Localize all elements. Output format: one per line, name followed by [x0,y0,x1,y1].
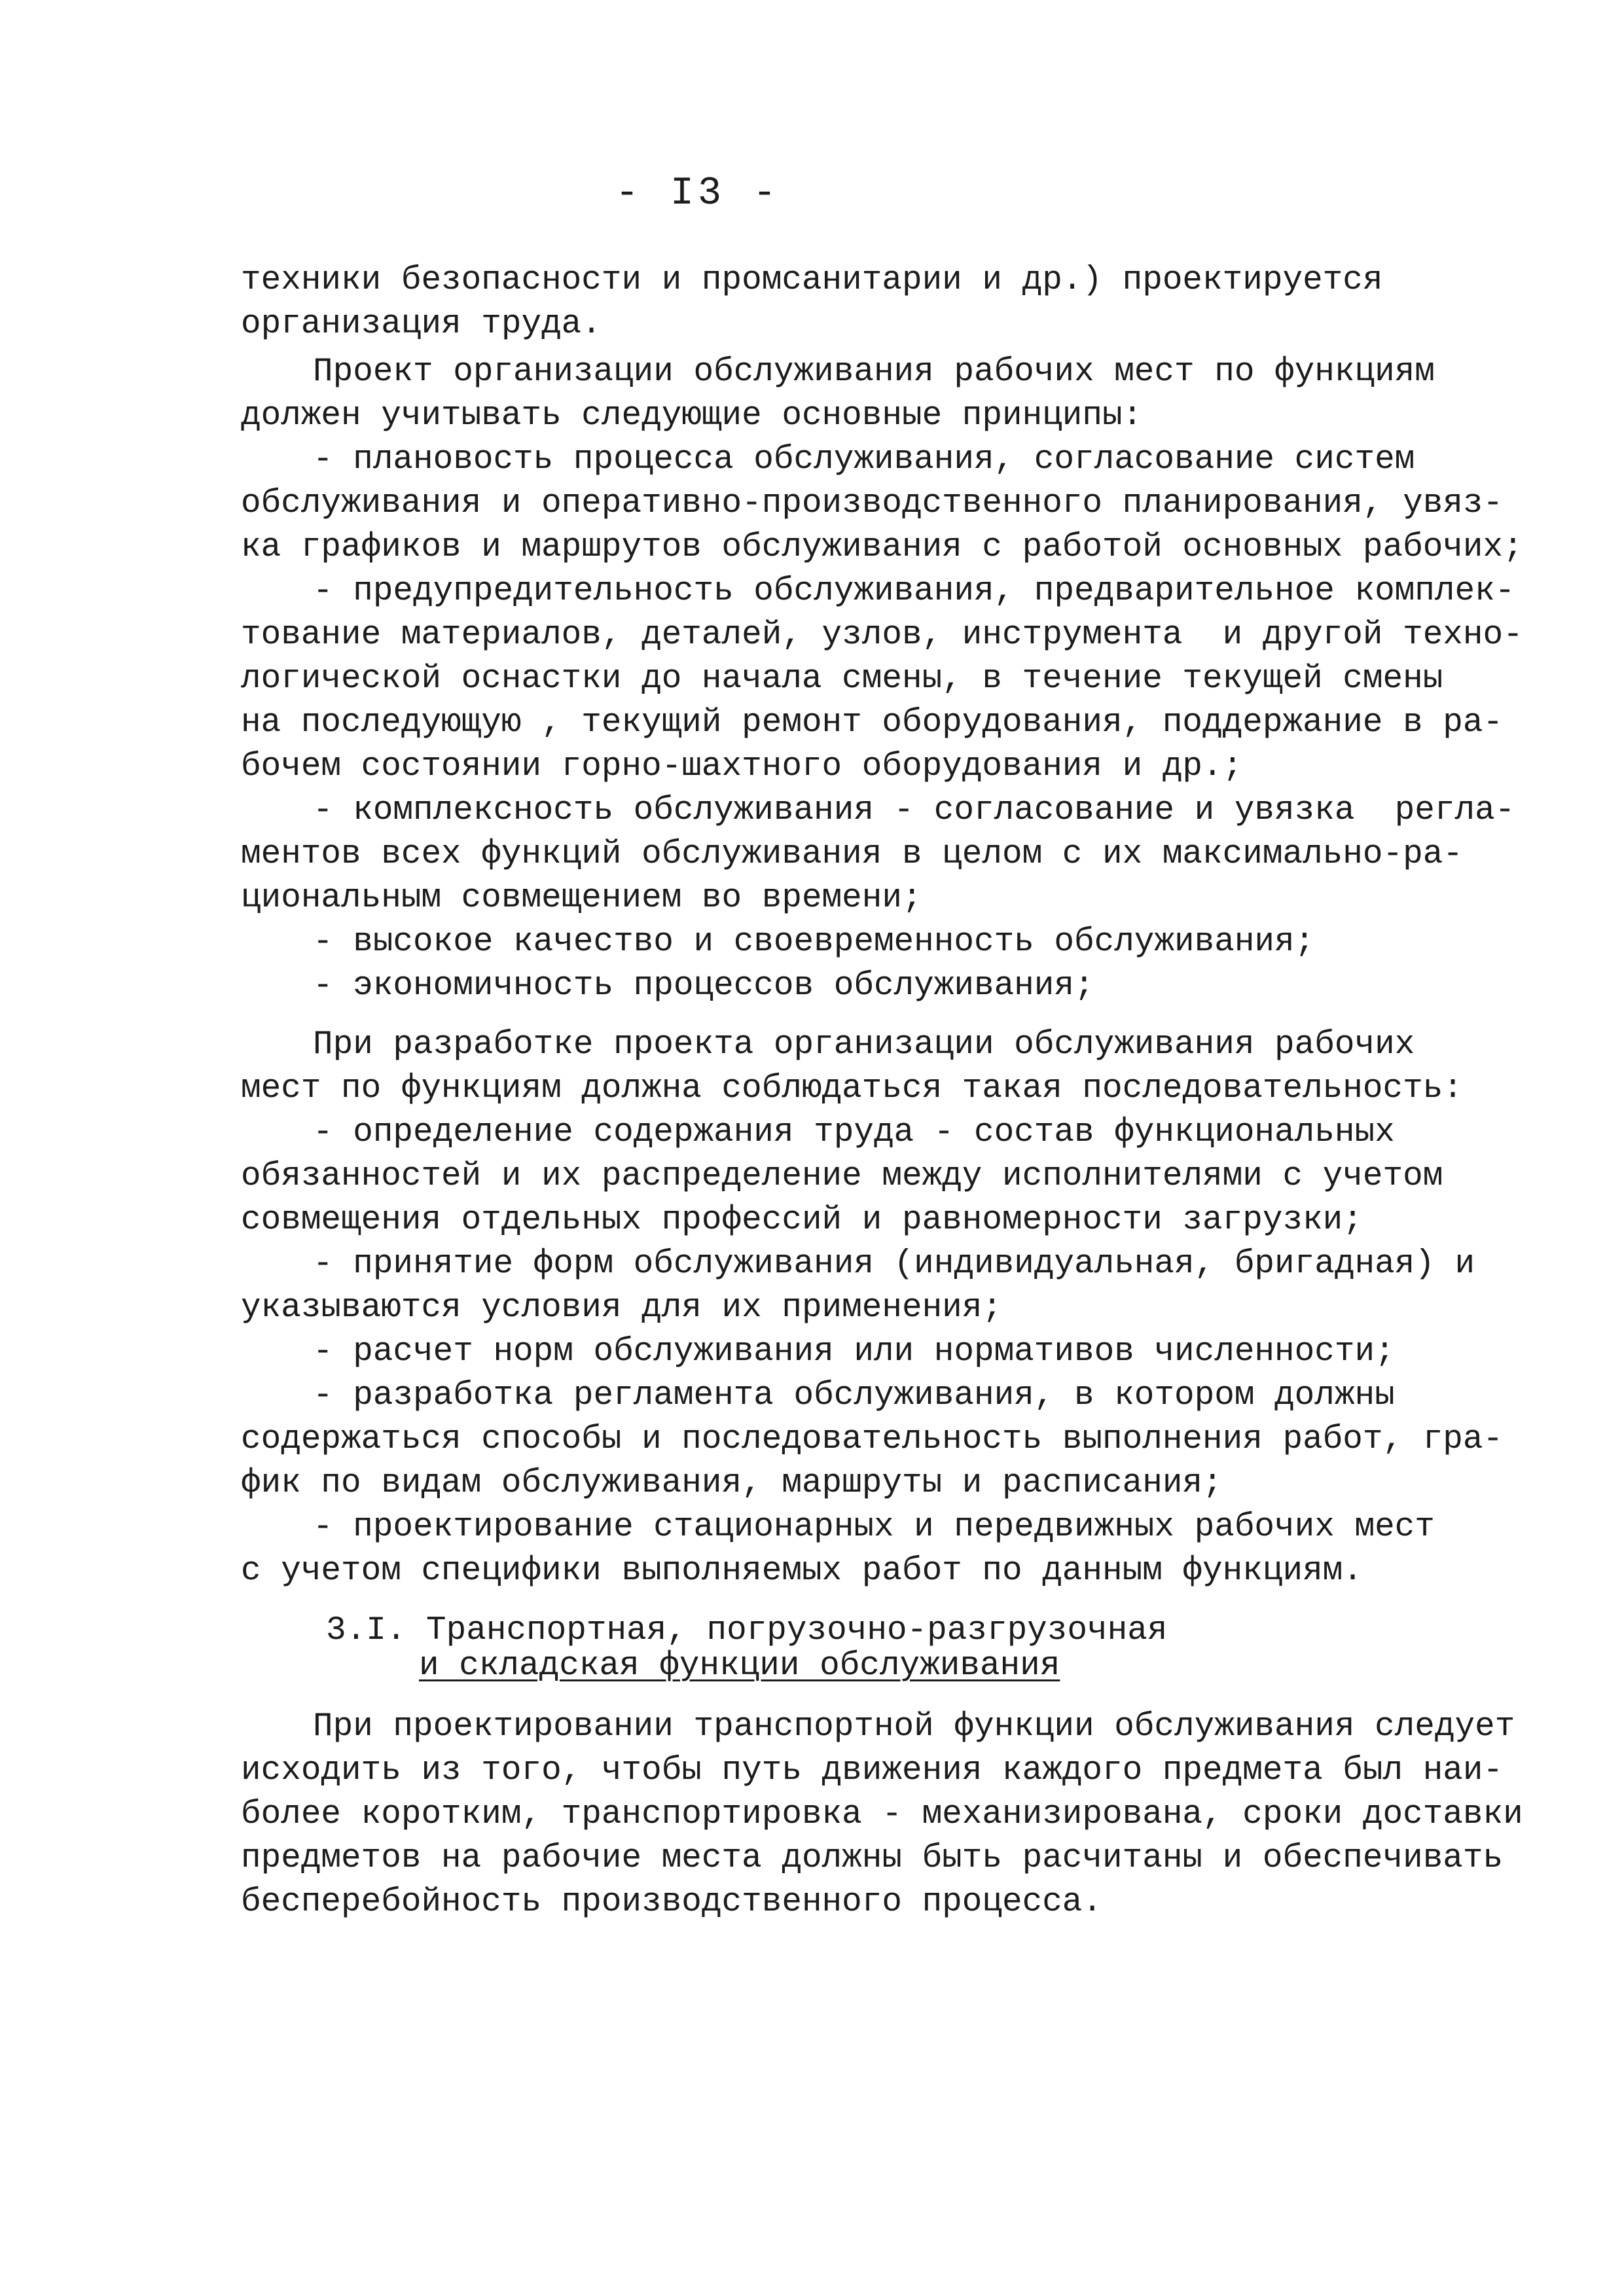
text-line: совмещения отдельных профессий и равномерности загрузки; [241,1202,1363,1239]
text-line: ка графиков и маршрутов обслуживания с работой основных рабочих; [241,529,1523,566]
text-line: обслуживания и оперативно-производственного планирования, увяз- [241,485,1504,522]
text-line: техники безопасности и промсанитарии и др.) проектируется [241,262,1383,299]
text-line: более коротким, транспортировка - механизирована, сроки доставки [241,1796,1523,1833]
page-number: - I3 - [615,171,781,216]
text-line: мест по функциям должна соблюдаться такая последовательность: [241,1070,1463,1107]
text-line: фик по видам обслуживания, маршруты и расписания; [241,1465,1223,1502]
text-line: обязанностей и их распределение между исполнителями с учетом [241,1158,1443,1195]
section-heading-line-1: 3.I. Транспортная, погрузочно-разгрузочная [326,1612,1168,1649]
list-item: - комплексность обслуживания - согласование и увязка регла- [313,792,1515,829]
list-item: - высокое качество и своевременность обслуживания; [313,924,1315,961]
list-item: - принятие форм обслуживания (индивидуальная, бригадная) и [313,1246,1475,1283]
text-line: с учетом специфики выполняемых работ по данным функциям. [241,1552,1363,1590]
section-heading-line-2: и складская функции обслуживания [419,1647,1060,1685]
text-line: указываются условия для их применения; [241,1289,1002,1327]
list-item: - определение содержания труда - состав функциональных [313,1114,1395,1151]
text-line: бесперебойность производственного процесса. [241,1884,1103,1921]
list-item: - экономичность процессов обслуживания; [313,967,1094,1005]
text-line: ментов всех функций обслуживания в целом с их максимально-ра- [241,836,1463,873]
list-item: - разработка регламента обслуживания, в котором должны [313,1377,1395,1414]
list-item: - проектирование стационарных и передвижных рабочих мест [313,1509,1435,1546]
text-line: предметов на рабочие места должны быть расчитаны и обеспечивать [241,1840,1504,1877]
text-line: содержаться способы и последовательность выполнения работ, гра- [241,1421,1504,1458]
paragraph-start: При проектировании транспортной функции обслуживания следует [313,1708,1515,1746]
text-line: должен учитывать следующие основные принципы: [241,397,1143,435]
text-line: циональным совмещением во времени; [241,880,922,917]
list-item: - расчет норм обслуживания или нормативов численности; [313,1333,1395,1371]
text-line: тование материалов, деталей, узлов, инструмента и другой техно- [241,617,1523,654]
paragraph-start: При разработке проекта организации обслуживания рабочих [313,1026,1415,1064]
text-line: бочем состоянии горно-шахтного оборудования и др.; [241,748,1243,785]
list-item: - предупредительность обслуживания, предварительное комплек- [313,573,1515,610]
paragraph-start: Проект организации обслуживания рабочих мест по функциям [313,353,1435,391]
text-line: на последующую , текущий ремонт оборудования, поддержание в ра- [241,704,1504,742]
text-line: логической оснастки до начала смены, в течение текущей смены [241,660,1443,698]
text-line: организация труда. [241,306,602,343]
list-item: - плановость процесса обслуживания, согласование систем [313,441,1415,478]
text-line: исходить из того, чтобы путь движения каждого предмета был наи- [241,1752,1504,1789]
